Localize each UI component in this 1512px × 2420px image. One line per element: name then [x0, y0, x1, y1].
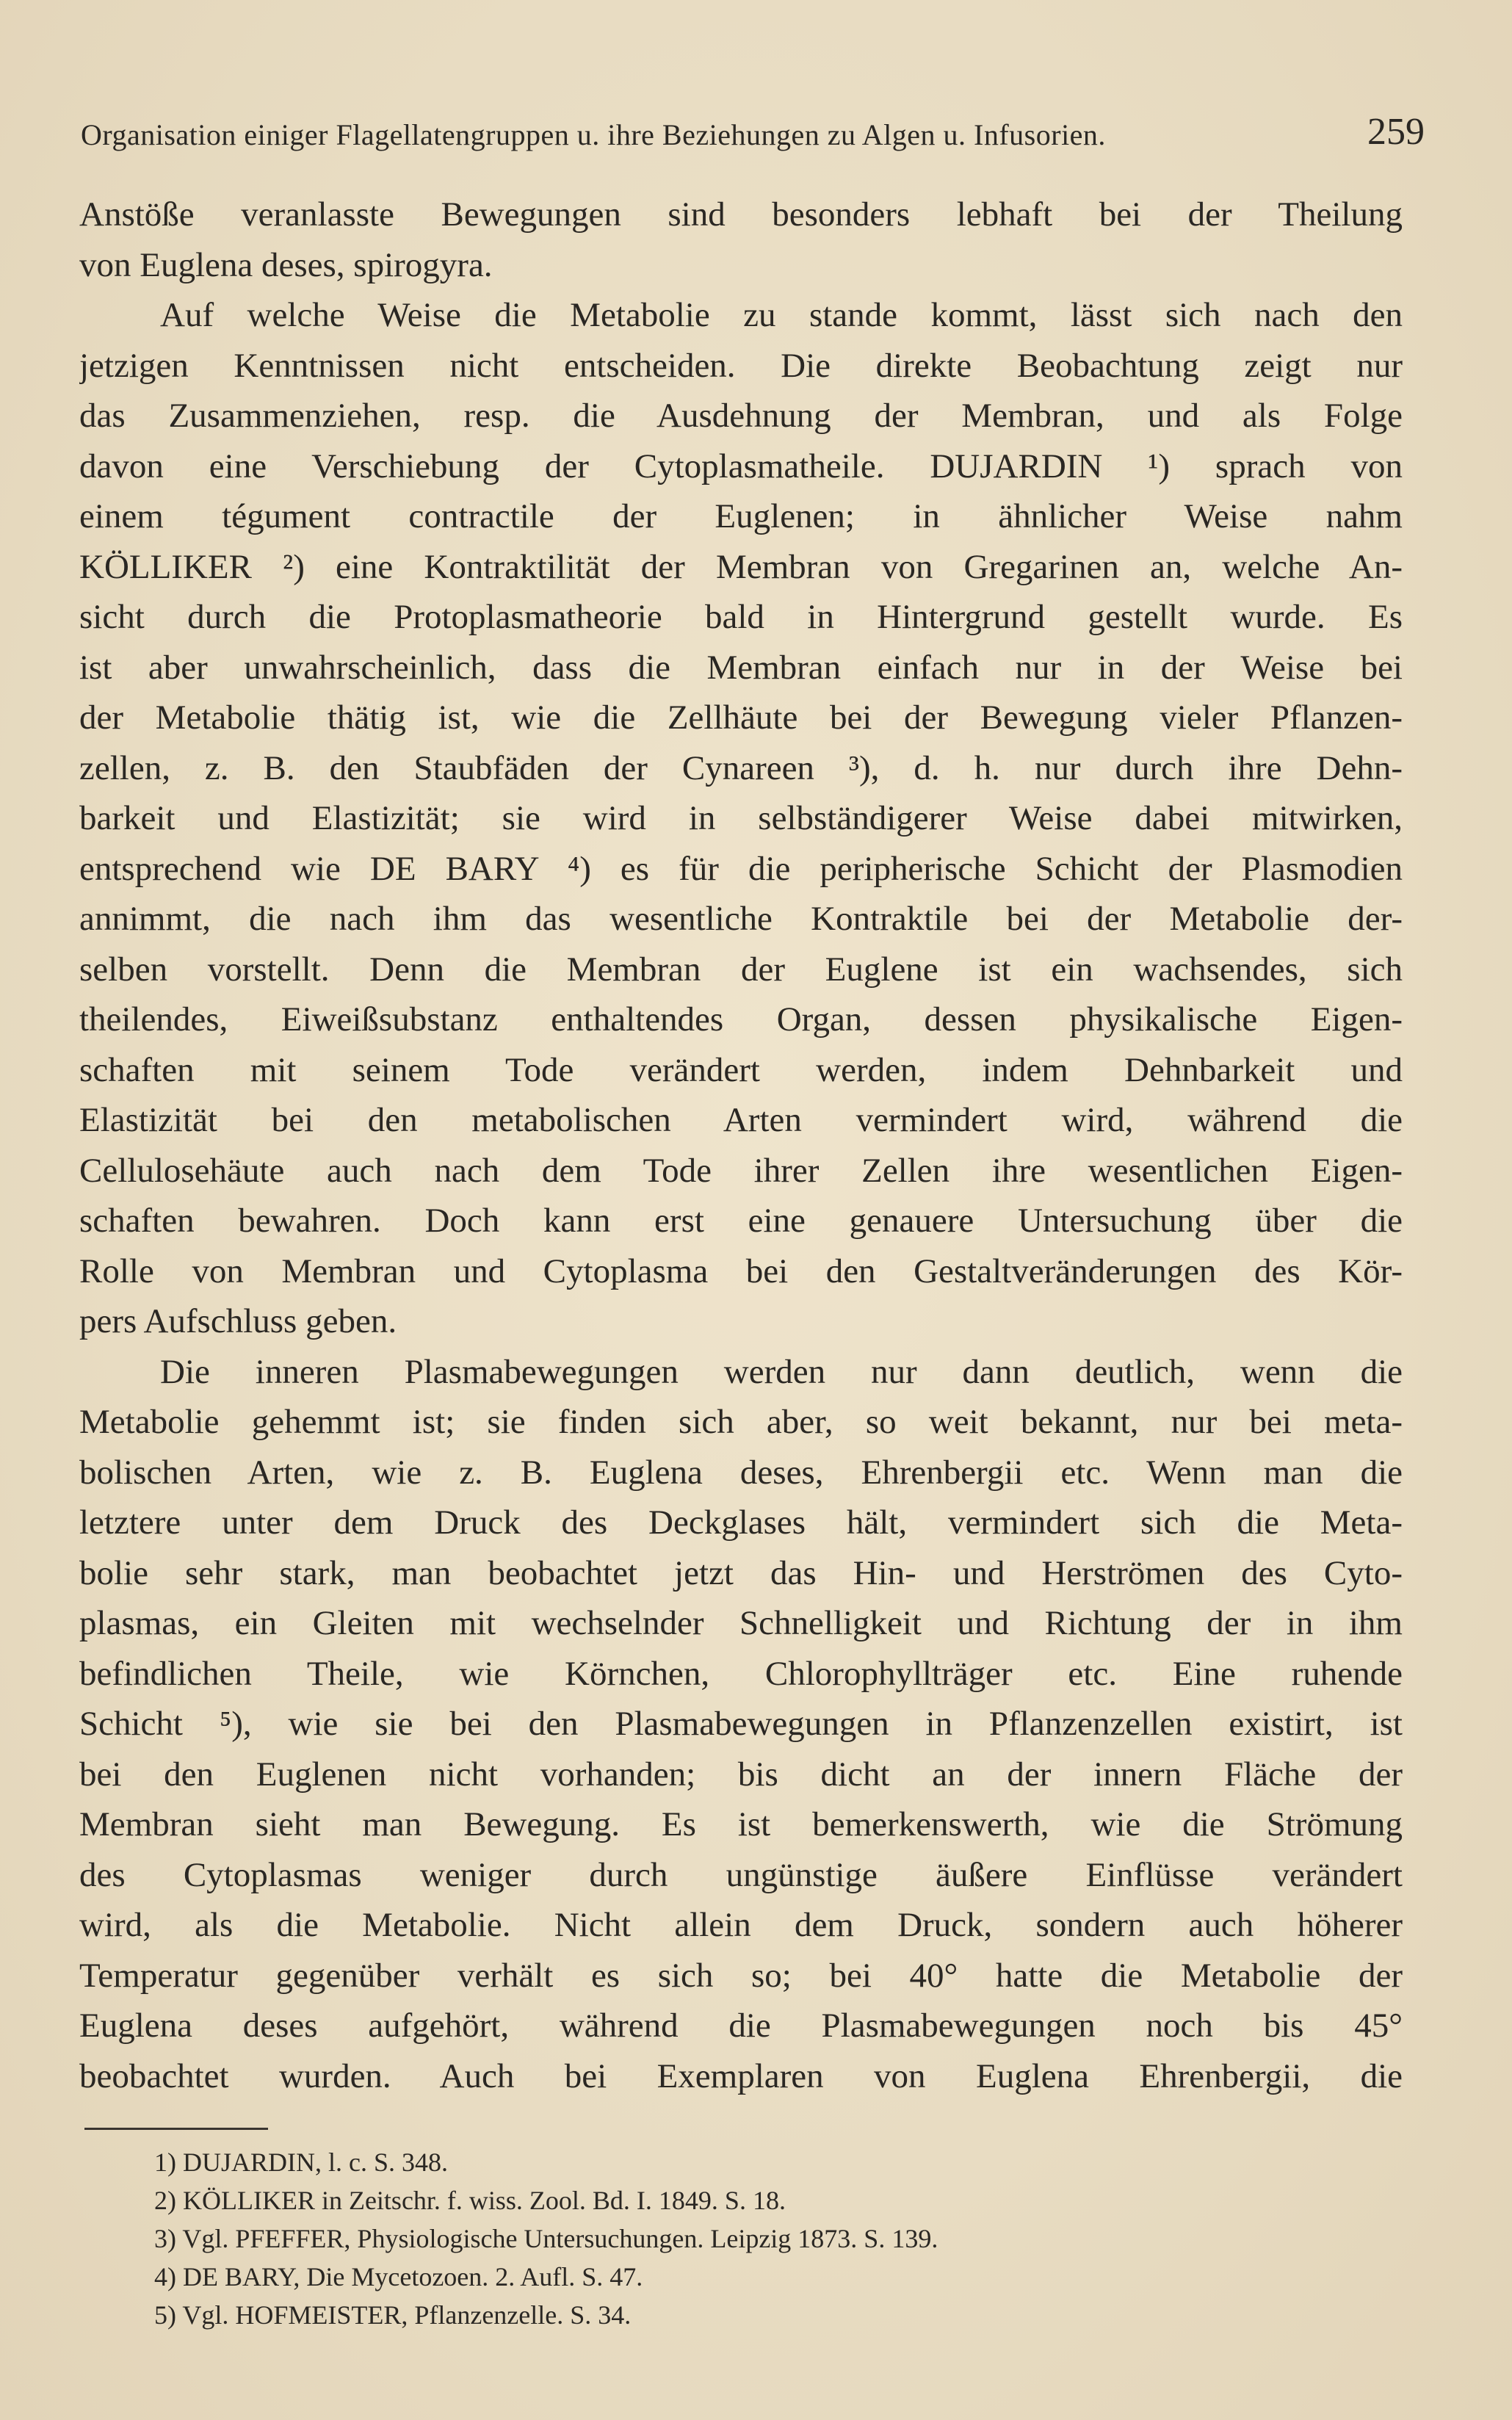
text-line: Rolle von Membran und Cytoplasma bei den Gestaltveränderungen des Kör- [79, 1251, 1403, 1290]
text-line: Metabolie gehemmt ist; sie finden sich aber, so weit bekannt, nur bei meta- [79, 1403, 1403, 1441]
text-line: entsprechend wie DE BARY ⁴) es für die peripherische Schicht der Plasmodien [79, 849, 1403, 888]
text-line: KÖLLIKER ²) eine Kontraktilität der Membran von Gregarinen an, welche An- [79, 547, 1403, 586]
text-line: bolischen Arten, wie z. B. Euglena deses, Ehrenbergii etc. Wenn man die [79, 1453, 1403, 1492]
text-line: sicht durch die Protoplasmatheorie bald in Hintergrund gestellt wurde. Es [79, 598, 1403, 636]
footnote: 5) Vgl. HOFMEISTER, Pflanzenzelle. S. 34. [154, 2300, 632, 2330]
text-line: theilendes, Eiweißsubstanz enthaltendes Organ, dessen physikalische Eigen- [79, 1000, 1403, 1039]
text-line: beobachtet wurden. Auch bei Exemplaren von Euglena Ehrenbergii, die [79, 2056, 1403, 2095]
body-text [79, 189, 1403, 2101]
text-line: jetzigen Kenntnissen nicht entscheiden. Die direkte Beobachtung zeigt nur [79, 346, 1403, 385]
text-line: Temperatur gegenüber verhält es sich so; bei 40° hatte die Metabolie der [79, 1956, 1403, 1995]
text-line: plasmas, ein Gleiten mit wechselnder Schnelligkeit und Richtung der in ihm [79, 1604, 1403, 1642]
footnotes [154, 2143, 1256, 2334]
paragraph-start-line: Die inneren Plasmabewegungen werden nur dann deutlich, wenn die [160, 1352, 1403, 1391]
footnote: 4) DE BARY, Die Mycetozoen. 2. Aufl. S. 47. [154, 2262, 643, 2291]
text-line: von Euglena deses, spirogyra. [79, 245, 493, 284]
footnote: 1) DUJARDIN, l. c. S. 348. [154, 2148, 448, 2177]
text-line: einem tégument contractile der Euglenen; in ähnlicher Weise nahm [79, 497, 1403, 535]
text-line: Euglena deses aufgehört, während die Plasmabewegungen noch bis 45° [79, 2007, 1403, 2045]
footnote-divider [84, 2128, 268, 2130]
paragraph-start-line: Auf welche Weise die Metabolie zu stande kommt, lässt sich nach den [160, 296, 1403, 334]
text-line: Cellulosehäute auch nach dem Tode ihrer Zellen ihre wesentlichen Eigen- [79, 1151, 1403, 1190]
page-number: 259 [1367, 111, 1425, 153]
text-line: ist aber unwahrscheinlich, dass die Membran einfach nur in der Weise bei [79, 648, 1403, 687]
running-header [81, 110, 1425, 154]
text-line: bolie sehr stark, man beobachtet jetzt das Hin- und Herströmen des Cyto- [79, 1553, 1403, 1592]
text-line: Membran sieht man Bewegung. Es ist bemerkenswerth, wie die Strömung [79, 1805, 1403, 1843]
text-line: pers Aufschluss geben. [79, 1302, 397, 1340]
text-line: Elastizität bei den metabolischen Arten vermindert wird, während die [79, 1101, 1403, 1139]
text-line: selben vorstellt. Denn die Membran der Euglene ist ein wachsendes, sich [79, 950, 1403, 989]
text-line: zellen, z. B. den Staubfäden der Cynareen ³), d. h. nur durch ihre Dehn- [79, 748, 1403, 787]
text-line: das Zusammenziehen, resp. die Ausdehnung der Membran, und als Folge [79, 397, 1403, 435]
text-line: der Metabolie thätig ist, wie die Zellhäute bei der Bewegung vieler Pflanzen- [79, 698, 1403, 737]
footnote: 3) Vgl. PFEFFER, Physiologische Untersuchungen. Leipzig 1873. S. 139. [154, 2224, 938, 2253]
text-line: barkeit und Elastizität; sie wird in selbständigerer Weise dabei mitwirken, [79, 799, 1403, 837]
running-title: Organisation einiger Flagellatengruppen u. ihre Beziehungen zu Algen u. Infusorien. [81, 118, 1106, 151]
text-line: Schicht ⁵), wie sie bei den Plasmabewegungen in Pflanzenzellen existirt, ist [79, 1705, 1403, 1743]
text-line: schaften bewahren. Doch kann erst eine genauere Untersuchung über die [79, 1202, 1403, 1240]
text-line: befindlichen Theile, wie Körnchen, Chlorophyllträger etc. Eine ruhende [79, 1654, 1403, 1693]
text-line: Anstöße veranlasste Bewegungen sind besonders lebhaft bei der Theilung [79, 195, 1403, 234]
text-line: letztere unter dem Druck des Deckglases hält, vermindert sich die Meta- [79, 1503, 1403, 1542]
text-line: annimmt, die nach ihm das wesentliche Kontraktile bei der Metabolie der- [79, 900, 1403, 938]
text-line: bei den Euglenen nicht vorhanden; bis dicht an der innern Fläche der [79, 1755, 1403, 1794]
footnote: 2) KÖLLIKER in Zeitschr. f. wiss. Zool. Bd. I. 1849. S. 18. [154, 2186, 786, 2215]
text-line: davon eine Verschiebung der Cytoplasmatheile. DUJARDIN ¹) sprach von [79, 447, 1403, 485]
text-line: wird, als die Metabolie. Nicht allein dem Druck, sondern auch höherer [79, 1906, 1403, 1944]
text-line: schaften mit seinem Tode verändert werden, indem Dehnbarkeit und [79, 1050, 1403, 1089]
text-line: des Cytoplasmas weniger durch ungünstige äußere Einflüsse verändert [79, 1855, 1403, 1894]
